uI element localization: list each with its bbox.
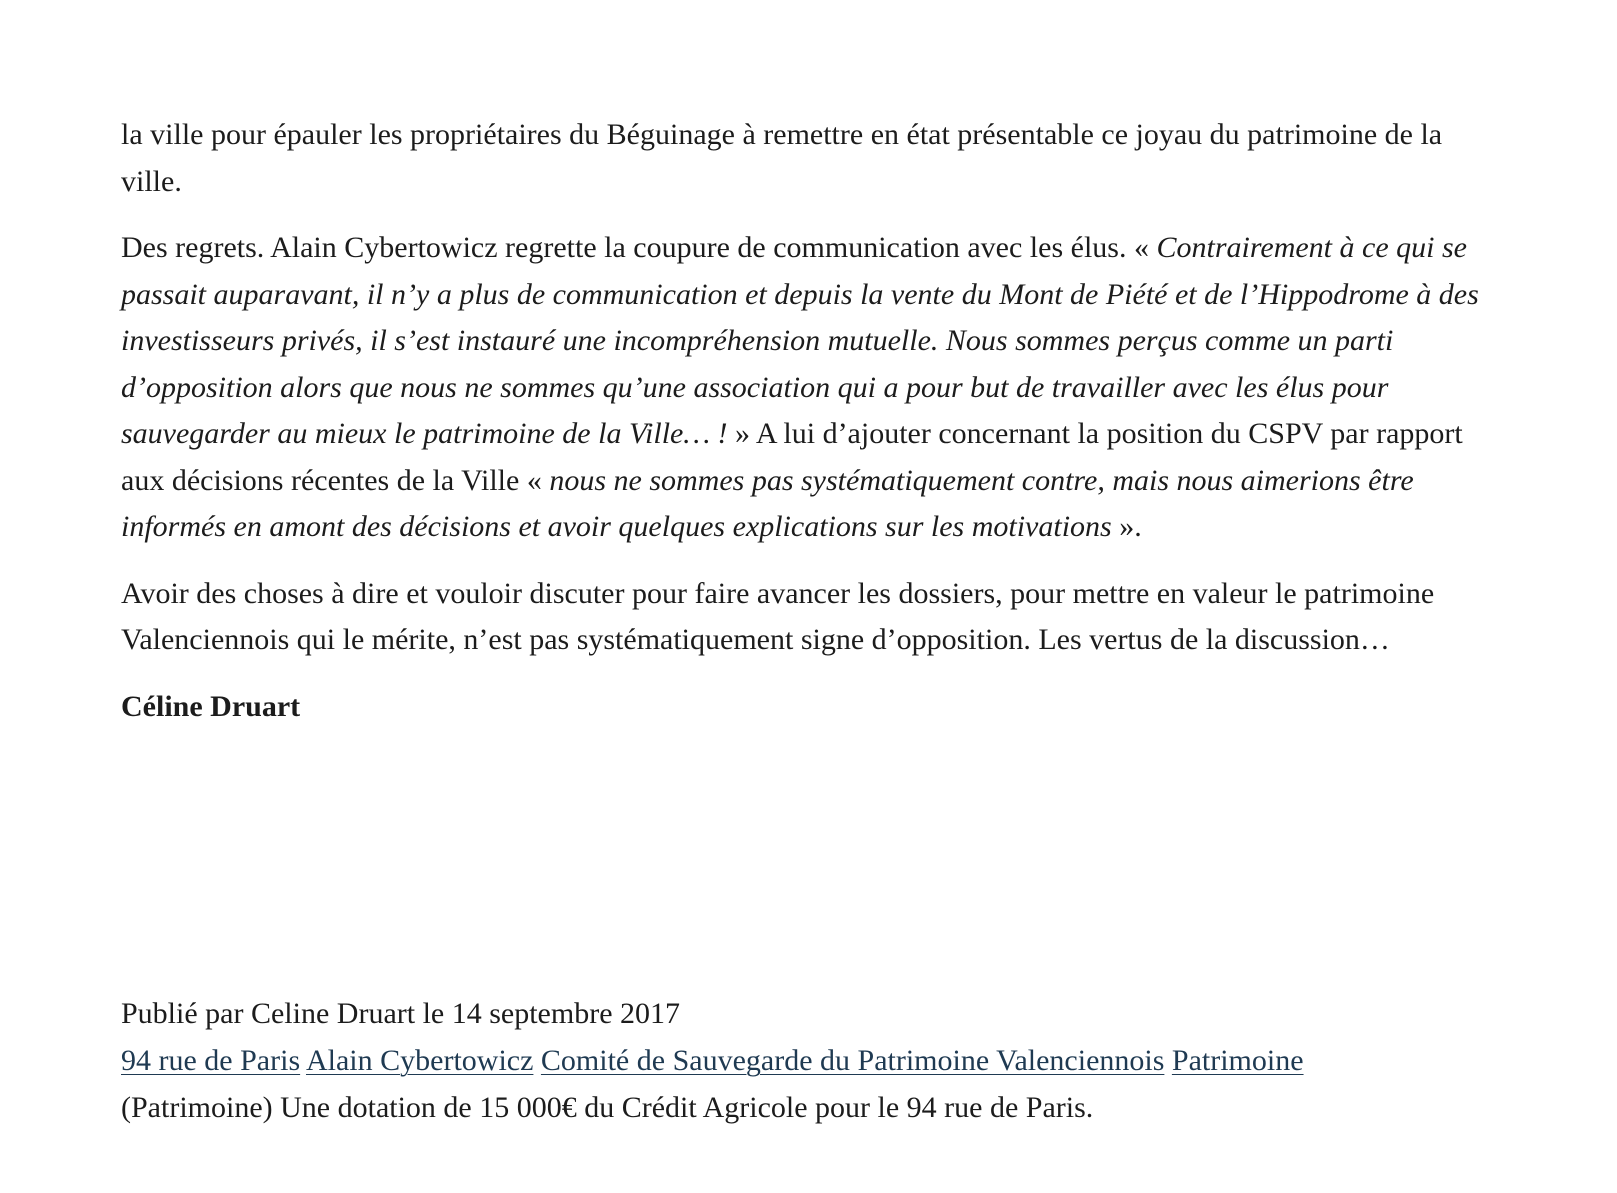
tag-list — [121, 1037, 1481, 1084]
paragraph-beguinage: la ville pour épauler les propriétaires du Béguinage à remettre en état présentable ce joyau du patrimoine de la ville. — [121, 118, 1443, 198]
paragraph-conclusion: Avoir des choses à dire et vouloir discuter pour faire avancer les dossiers, pour mettre en valeur le patrimoine Valenciennois qui le mérite, n’est pas systématiquement signe d’opposition. Les vertus de la discussion… — [121, 576, 1435, 656]
article-body — [121, 112, 1481, 750]
tag-comite-sauvegarde[interactable]: Comité de Sauvegarde du Patrimoine Valenciennois — [540, 1044, 1165, 1077]
quote-motivations: nous ne sommes pas systématiquement contre, mais nous aimerions être informés en amont des décisions et avoir quelques explications sur les motivations — [121, 463, 1414, 543]
tag-patrimoine[interactable]: Patrimoine — [1171, 1044, 1304, 1077]
tag-94-rue-de-paris[interactable]: 94 rue de Paris — [121, 1044, 301, 1077]
author-signature: Céline Druart — [121, 689, 301, 723]
quote-communication: Contrairement à ce qui se passait auparavant, il n’y a plus de communication et depuis la vente du Mont de Piété et de l’Hippodrome à des investisseurs privés, il s’est instauré une incompréhension mutuelle. Nous sommes perçus comme un parti d’opposition alors que nous ne sommes qu’une association qui a pour but de travailler avec les élus pour sauvegarder au mieux le patrimoine de la Ville… ! — [121, 231, 1479, 450]
regrets-end: ». — [1119, 510, 1142, 543]
related-post: (Patrimoine) Une dotation de 15 000€ du Crédit Agricole pour le 94 rue de Paris. — [121, 1091, 1094, 1124]
regrets-middle: » A lui d’ajouter concernant la position du CSPV par rapport aux décisions récentes de la Ville « — [121, 417, 1463, 497]
post-footer — [121, 990, 1481, 1131]
published-meta: Publié par Celine Druart le 14 septembre 2017 — [121, 997, 681, 1030]
tag-alain-cybertowicz[interactable]: Alain Cybertowicz — [305, 1044, 534, 1077]
regrets-intro: Des regrets. Alain Cybertowicz regrette la coupure de communication avec les élus. « — [121, 231, 1149, 264]
paragraph-regrets — [121, 225, 1481, 551]
